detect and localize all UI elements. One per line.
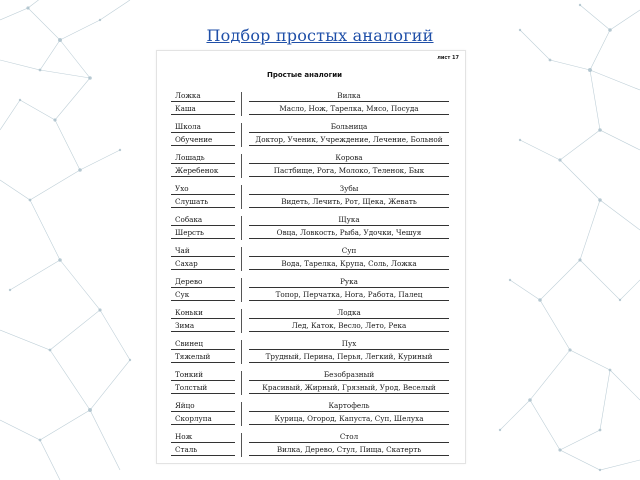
row-divider (241, 92, 242, 116)
left-word-top: Свинец (175, 339, 235, 348)
row-divider (241, 123, 242, 147)
left-word-bottom: Скорлупа (175, 414, 235, 423)
left-word-top: Лошадь (175, 153, 235, 162)
left-word-top: Ложка (175, 91, 235, 100)
analogy-row (157, 277, 465, 307)
answer-options: Трудный, Перина, Перья, Легкий, Куриный (245, 352, 453, 361)
row-divider (241, 247, 242, 271)
right-word-top: Суп (245, 246, 453, 255)
right-word-top: Стол (245, 432, 453, 441)
answer-options: Вилка, Дерево, Стул, Пища, Скатерть (245, 445, 453, 454)
row-divider (241, 371, 242, 395)
answer-options: Пастбище, Рога, Молоко, Теленок, Бык (245, 166, 453, 175)
analogy-row (157, 91, 465, 121)
left-word-bottom: Шерсть (175, 228, 235, 237)
answer-options: Вода, Тарелка, Крупа, Соль, Ложка (245, 259, 453, 268)
row-divider (241, 154, 242, 178)
right-word-top: Пух (245, 339, 453, 348)
left-word-top: Дерево (175, 277, 235, 286)
left-word-top: Нож (175, 432, 235, 441)
left-word-top: Школа (175, 122, 235, 131)
row-divider (241, 402, 242, 426)
sheet-number: лист 17 (437, 55, 459, 61)
worksheet-heading: Простые аналогии (267, 71, 343, 79)
analogy-row (157, 308, 465, 338)
right-word-top: Лодка (245, 308, 453, 317)
left-word-bottom: Слушать (175, 197, 235, 206)
left-word-bottom: Обучение (175, 135, 235, 144)
right-word-top: Зубы (245, 184, 453, 193)
row-divider (241, 185, 242, 209)
left-word-bottom: Жеребенок (175, 166, 235, 175)
answer-options: Топор, Перчатка, Нога, Работа, Палец (245, 290, 453, 299)
row-divider (241, 216, 242, 240)
left-word-bottom: Толстый (175, 383, 235, 392)
analogy-row (157, 339, 465, 369)
answer-options: Красивый, Жирный, Грязный, Урод, Веселый (245, 383, 453, 392)
answer-options: Лед, Каток, Весло, Лето, Река (245, 321, 453, 330)
right-word-top: Щука (245, 215, 453, 224)
analogy-row (157, 153, 465, 183)
left-word-top: Яйцо (175, 401, 235, 410)
analogy-row (157, 122, 465, 152)
left-word-bottom: Тяжелый (175, 352, 235, 361)
right-word-top: Больница (245, 122, 453, 131)
right-word-top: Картофель (245, 401, 453, 410)
worksheet (156, 50, 466, 464)
right-word-top: Корова (245, 153, 453, 162)
analogy-row (157, 401, 465, 431)
left-word-top: Ухо (175, 184, 235, 193)
answer-options: Овца, Ловкость, Рыба, Удочки, Чешуя (245, 228, 453, 237)
left-word-top: Тонкий (175, 370, 235, 379)
answer-options: Масло, Нож, Тарелка, Мясо, Посуда (245, 104, 453, 113)
row-divider (241, 309, 242, 333)
analogy-row (157, 184, 465, 214)
right-word-top: Безобразный (245, 370, 453, 379)
left-word-bottom: Сталь (175, 445, 235, 454)
answer-options: Видеть, Лечить, Рот, Щека, Жевать (245, 197, 453, 206)
left-word-bottom: Сук (175, 290, 235, 299)
left-word-top: Собака (175, 215, 235, 224)
answer-options: Курица, Огород, Капуста, Суп, Шелуха (245, 414, 453, 423)
left-word-top: Коньки (175, 308, 235, 317)
left-word-top: Чай (175, 246, 235, 255)
answer-options: Доктор, Ученик, Учреждение, Лечение, Больной (245, 135, 453, 144)
left-word-bottom: Зима (175, 321, 235, 330)
analogy-row (157, 432, 465, 462)
row-divider (241, 278, 242, 302)
right-word-top: Рука (245, 277, 453, 286)
analogy-row (157, 215, 465, 245)
right-word-top: Вилка (245, 91, 453, 100)
analogy-row (157, 370, 465, 400)
left-word-bottom: Сахар (175, 259, 235, 268)
row-divider (241, 433, 242, 457)
row-divider (241, 340, 242, 364)
slide-title: Подбор простых аналогий (206, 26, 434, 45)
analogy-row (157, 246, 465, 276)
left-word-bottom: Каша (175, 104, 235, 113)
